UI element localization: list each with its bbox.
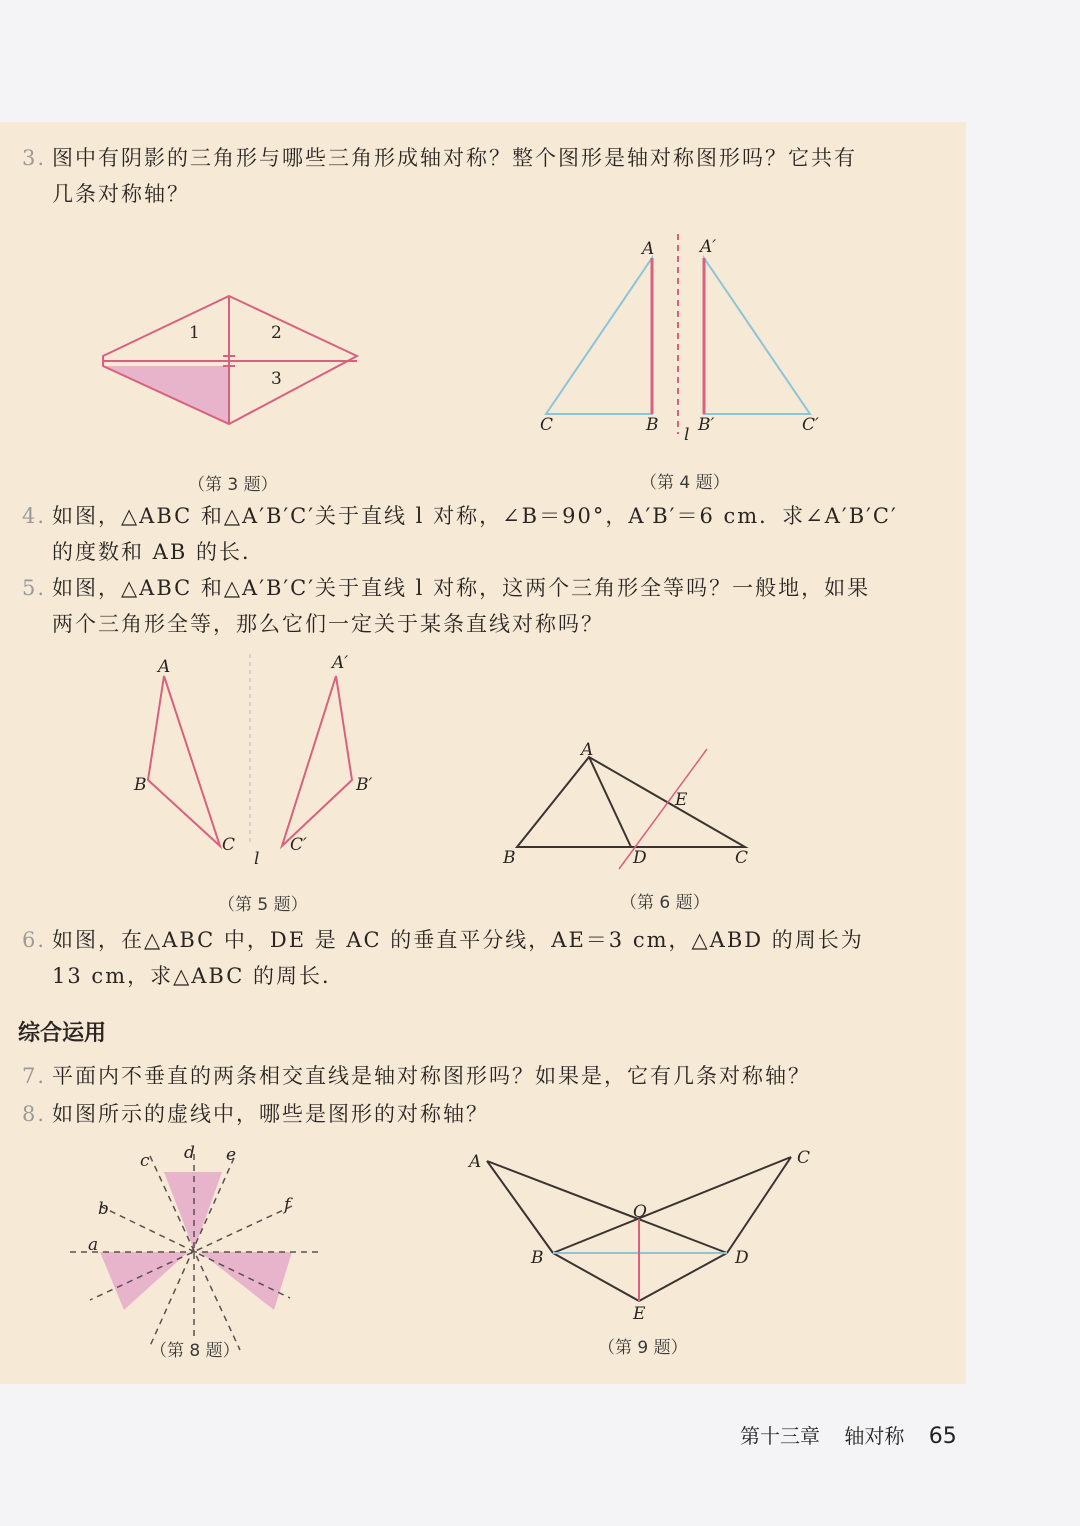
segment-cd [727,1157,791,1253]
question-text: 如图，△ABC 和△A′B′C′关于直线 l 对称，这两个三角形全等吗？一般地，如果 [52,576,871,600]
question-number: 8. [22,1102,47,1126]
chapter-label: 第十三章 [740,1424,820,1448]
label-d: D [735,1248,749,1268]
label-a: A [158,657,171,677]
caption-5: （第 5 题） [218,895,308,915]
label-e: e [226,1145,237,1165]
figure-9-quadrilateral [465,1145,825,1330]
region-label-2: 2 [271,323,282,343]
question-text: 如图，△ABC 和△A′B′C′关于直线 l 对称，∠B＝90°，A′B′＝6 cm．求∠A′B′C′ [52,504,898,528]
caption-9: （第 9 题） [598,1338,688,1358]
label-e: E [675,790,688,810]
label-c: C [540,415,554,435]
triangle-a2b2c2 [704,258,810,414]
label-b-prime: B′ [698,415,715,435]
label-d: D [633,848,647,868]
label-a-prime: A′ [332,653,349,673]
label-a: A [469,1152,482,1172]
label-c-prime: C′ [290,835,307,855]
region-label-1: 1 [189,323,200,343]
triangle-a2b2c2 [282,676,352,846]
question-text: 如图所示的虚线中，哪些是图形的对称轴？ [52,1102,489,1126]
label-l: l [684,425,690,445]
question-text-cont: 的度数和 AB 的长． [52,540,265,564]
caption-6: （第 6 题） [620,893,710,913]
segment-cb [553,1157,791,1253]
label-f: f [284,1195,291,1215]
figure-8-symmetry-lines [70,1140,330,1340]
section-title: 综合运用 [18,1021,107,1046]
label-a: A [642,239,655,259]
figure-4-triangles [530,230,830,450]
question-text: 平面内不垂直的两条相交直线是轴对称图形吗？如果是，它有几条对称轴？ [52,1064,811,1088]
triangle-abc [517,757,745,847]
caption-3: （第 3 题） [188,475,278,495]
question-number: 6. [22,928,47,952]
segment-ad [589,757,631,847]
label-b: B [531,1248,544,1268]
label-e: E [633,1304,646,1324]
label-c: C [735,848,749,868]
label-b: B [646,415,659,435]
question-6 [22,922,864,994]
question-number: 4. [22,504,47,528]
figure-3-kite [95,290,365,430]
figure-5-triangles [130,650,390,870]
label-d: d [184,1143,195,1163]
label-c: C [797,1148,811,1168]
label-b-prime: B′ [356,775,373,795]
question-number: 3. [22,146,47,170]
label-b: b [98,1199,109,1219]
segment-be [553,1253,639,1301]
segment-de [639,1253,727,1301]
page-footer [740,1420,957,1449]
question-3 [22,140,857,212]
shaded-top [164,1172,222,1250]
question-4 [22,498,898,570]
question-text-cont: 几条对称轴？ [52,182,190,206]
label-o: O [633,1202,647,1222]
region-label-3: 3 [271,369,282,389]
segment-ab [487,1161,553,1253]
label-c: C [222,835,236,855]
label-l: l [254,849,260,869]
question-text-cont: 13 cm，求△ABC 的周长． [52,964,345,988]
figure-6-triangle [495,735,765,875]
question-number: 7. [22,1064,47,1088]
triangle-abc [546,258,652,414]
question-text: 图中有阴影的三角形与哪些三角形成轴对称？整个图形是轴对称图形吗？它共有 [52,146,857,170]
question-number: 5. [22,576,47,600]
chapter-title: 轴对称 [844,1424,905,1448]
segment-ad [487,1161,727,1253]
label-b: B [503,848,516,868]
label-a: A [581,740,594,760]
triangle-abc [148,676,220,846]
label-b: B [134,775,147,795]
label-a-prime: A′ [700,237,717,257]
question-7 [22,1058,811,1094]
label-c-prime: C′ [802,415,819,435]
page-number: 65 [928,1424,957,1449]
caption-8: （第 8 题） [150,1341,240,1361]
question-text: 如图，在△ABC 中，DE 是 AC 的垂直平分线，AE＝3 cm，△ABD 的周长为 [52,928,864,952]
question-text-cont: 两个三角形全等，那么它们一定关于某条直线对称吗？ [52,612,604,636]
label-a: a [88,1235,99,1255]
label-c: c [140,1151,150,1171]
question-8 [22,1096,489,1132]
shaded-left [100,1252,188,1310]
question-5 [22,570,870,642]
caption-4: （第 4 题） [640,473,730,493]
